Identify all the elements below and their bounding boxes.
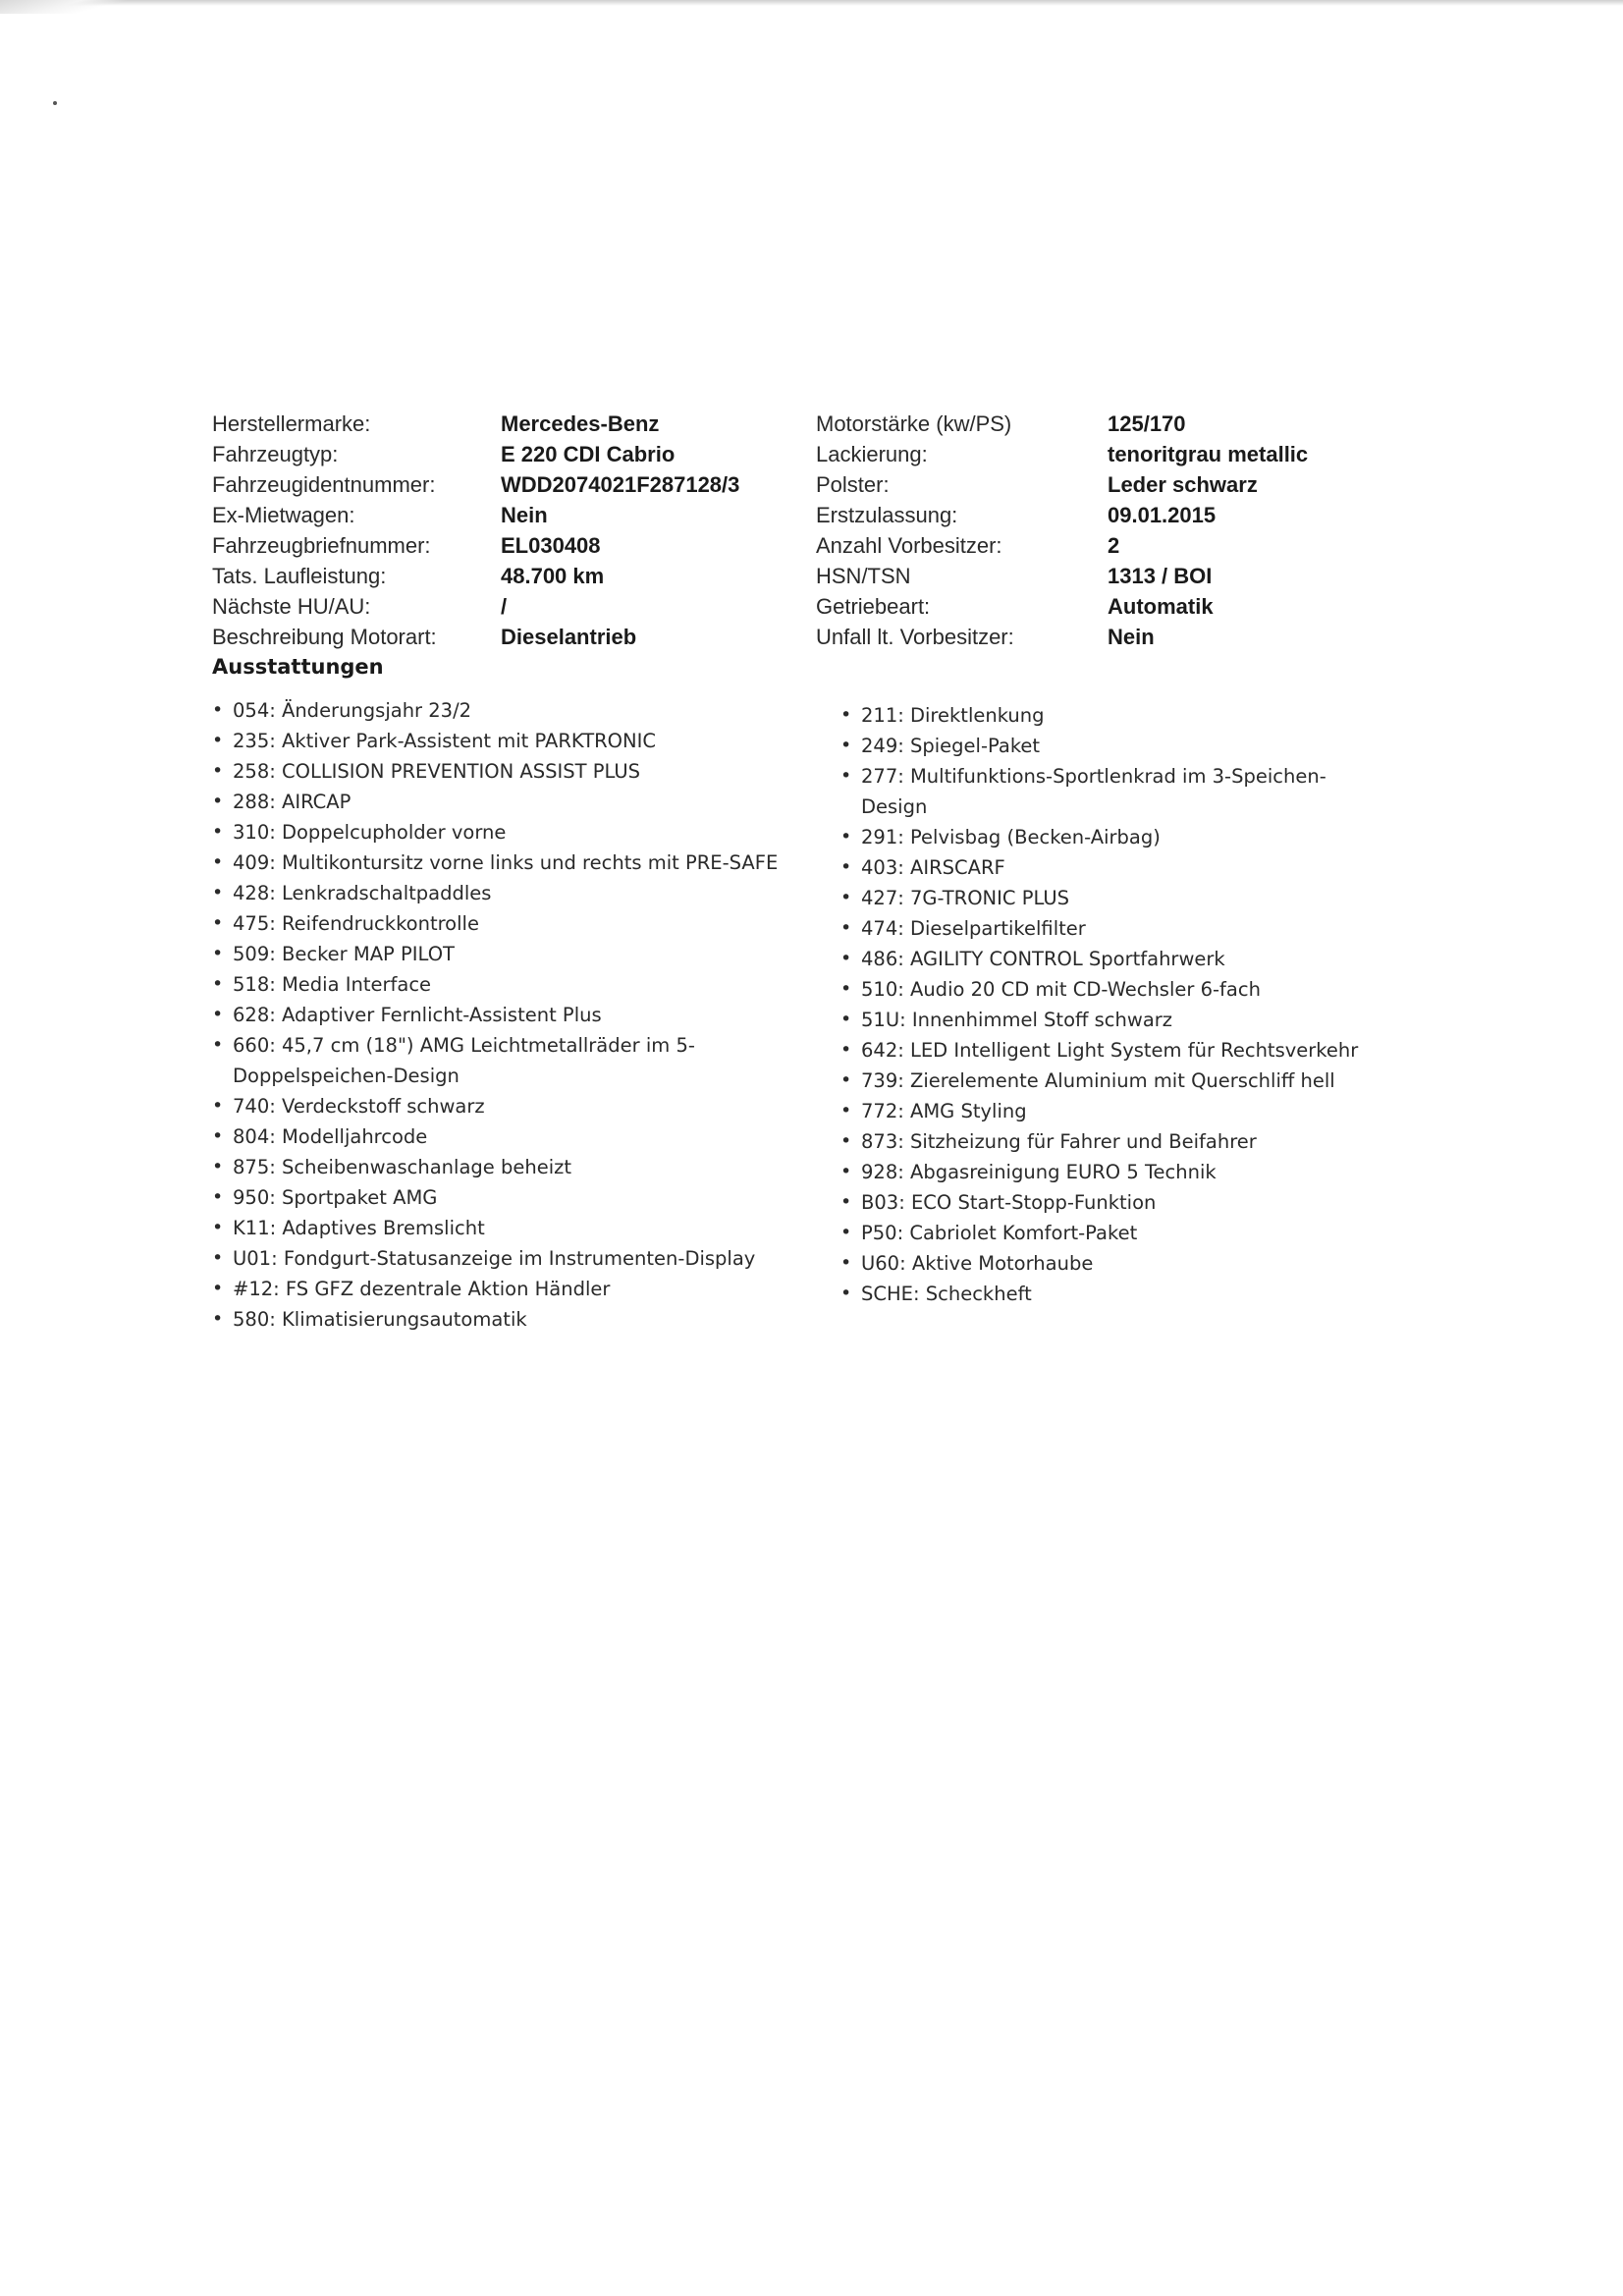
equipment-list-item: • 580: Klimatisierungsautomatik [212, 1304, 811, 1335]
vehicle-info-label: Lackierung: [816, 442, 928, 466]
equipment-list-item: • U01: Fondgurt-Statusanzeige im Instrumenten-Display [212, 1243, 811, 1274]
vehicle-info-value: 09.01.2015 [1108, 503, 1217, 527]
equipment-list-item: • 740: Verdeckstoff schwarz [212, 1091, 811, 1121]
vehicle-info-label: Motorstärke (kw/PS) [816, 411, 1012, 436]
equipment-list-item: • K11: Adaptives Bremslicht [212, 1213, 811, 1243]
vehicle-info-label: Fahrzeugbriefnummer: [212, 533, 431, 558]
vehicle-info-label: Fahrzeugidentnummer: [212, 472, 436, 497]
vehicle-info-value: Automatik [1108, 594, 1214, 619]
vehicle-info-value: Dieselantrieb [501, 625, 637, 649]
vehicle-info-value: 125/170 [1108, 411, 1186, 436]
vehicle-info-value: Leder schwarz [1108, 472, 1258, 497]
equipment-list-item: • B03: ECO Start-Stopp-Funktion [840, 1187, 1390, 1218]
equipment-list-item: • 642: LED Intelligent Light System für Rechtsverkehr [840, 1035, 1390, 1066]
equipment-list-item: • 739: Zierelemente Aluminium mit Querschliff hell [840, 1066, 1390, 1096]
equipment-list-item: • 628: Adaptiver Fernlicht-Assistent Plus [212, 1000, 811, 1030]
equipment-list-item: • 510: Audio 20 CD mit CD-Wechsler 6-fach [840, 974, 1390, 1005]
vehicle-info-value: E 220 CDI Cabrio [501, 442, 676, 466]
vehicle-info-label: Getriebeart: [816, 594, 931, 619]
equipment-list-item: • 518: Media Interface [212, 969, 811, 1000]
equipment-list-item: • 291: Pelvisbag (Becken-Airbag) [840, 822, 1390, 852]
equipment-list-item: • 428: Lenkradschaltpaddles [212, 878, 811, 908]
equipment-list-item: • 427: 7G-TRONIC PLUS [840, 883, 1390, 913]
vehicle-info-value: / [501, 594, 508, 619]
equipment-list-item: • 486: AGILITY CONTROL Sportfahrwerk [840, 944, 1390, 974]
equipment-list-item: • 310: Doppelcupholder vorne [212, 817, 811, 847]
equipment-list-item: • 054: Änderungsjahr 23/2 [212, 695, 811, 726]
equipment-list-item: • P50: Cabriolet Komfort-Paket [840, 1218, 1390, 1248]
vehicle-info-label: Fahrzeugtyp: [212, 442, 339, 466]
equipment-list-item: • 409: Multikontursitz vorne links und rechts mit PRE-SAFE [212, 847, 811, 878]
equipment-list-item: • 950: Sportpaket AMG [212, 1182, 811, 1213]
vehicle-info-label: Herstellermarke: [212, 411, 371, 436]
vehicle-info-label: Ex-Mietwagen: [212, 503, 355, 527]
equipment-list-item: • 235: Aktiver Park-Assistent mit PARKTRONIC [212, 726, 811, 756]
equipment-list-item: • 772: AMG Styling [840, 1096, 1390, 1126]
vehicle-info-value: 48.700 km [501, 564, 605, 588]
equipment-list-item: • 288: AIRCAP [212, 787, 811, 817]
vehicle-info-label: Beschreibung Motorart: [212, 625, 437, 649]
equipment-list-item: • #12: FS GFZ dezentrale Aktion Händler [212, 1274, 811, 1304]
vehicle-info-label: Erstzulassung: [816, 503, 958, 527]
equipment-list-item: • 928: Abgasreinigung EURO 5 Technik [840, 1157, 1390, 1187]
equipment-list-left [212, 695, 811, 1335]
equipment-list-item: • 51U: Innenhimmel Stoff schwarz [840, 1005, 1390, 1035]
equipment-heading: Ausstattungen [212, 655, 384, 679]
equipment-list-item: • 474: Dieselpartikelfilter [840, 913, 1390, 944]
vehicle-info-value: tenoritgrau metallic [1108, 442, 1309, 466]
equipment-list-item: • 804: Modelljahrcode [212, 1121, 811, 1152]
equipment-list-item: • 249: Spiegel-Paket [840, 731, 1390, 761]
vehicle-info-label: HSN/TSN [816, 564, 911, 588]
equipment-list-item: • SCHE: Scheckheft [840, 1279, 1390, 1309]
vehicle-info-value: Mercedes-Benz [501, 411, 660, 436]
equipment-list-right [840, 700, 1390, 1309]
equipment-list-item: • 277: Multifunktions-Sportlenkrad im 3-Speichen-Design [840, 761, 1390, 822]
vehicle-info-value: Nein [501, 503, 548, 527]
equipment-list-item: • 211: Direktlenkung [840, 700, 1390, 731]
vehicle-info-label: Polster: [816, 472, 890, 497]
vehicle-info-section [212, 409, 1410, 654]
equipment-list-item: • 660: 45,7 cm (18") AMG Leichtmetallräder im 5-Doppelspeichen-Design [212, 1030, 811, 1091]
equipment-list-item: • 475: Reifendruckkontrolle [212, 908, 811, 939]
vehicle-info-value: 1313 / BOI [1108, 564, 1213, 588]
equipment-list-item: • 403: AIRSCARF [840, 852, 1390, 883]
equipment-list-item: • 258: COLLISION PREVENTION ASSIST PLUS [212, 756, 811, 787]
scan-top-edge [0, 0, 1623, 6]
vehicle-info-label: Nächste HU/AU: [212, 594, 371, 619]
vehicle-info-value: 2 [1108, 533, 1120, 558]
equipment-list-item: • 875: Scheibenwaschanlage beheizt [212, 1152, 811, 1182]
vehicle-info-value: Nein [1108, 625, 1155, 649]
vehicle-info-value: EL030408 [501, 533, 601, 558]
equipment-list-item: • U60: Aktive Motorhaube [840, 1248, 1390, 1279]
equipment-list-item: • 873: Sitzheizung für Fahrer und Beifahrer [840, 1126, 1390, 1157]
vehicle-info-label: Unfall lt. Vorbesitzer: [816, 625, 1014, 649]
scan-folded-corner [0, 0, 133, 14]
scan-speck [53, 101, 57, 105]
vehicle-info-label: Anzahl Vorbesitzer: [816, 533, 1002, 558]
vehicle-info-label: Tats. Laufleistung: [212, 564, 387, 588]
vehicle-info-value: WDD2074021F287128/3 [501, 472, 740, 497]
equipment-list-item: • 509: Becker MAP PILOT [212, 939, 811, 969]
